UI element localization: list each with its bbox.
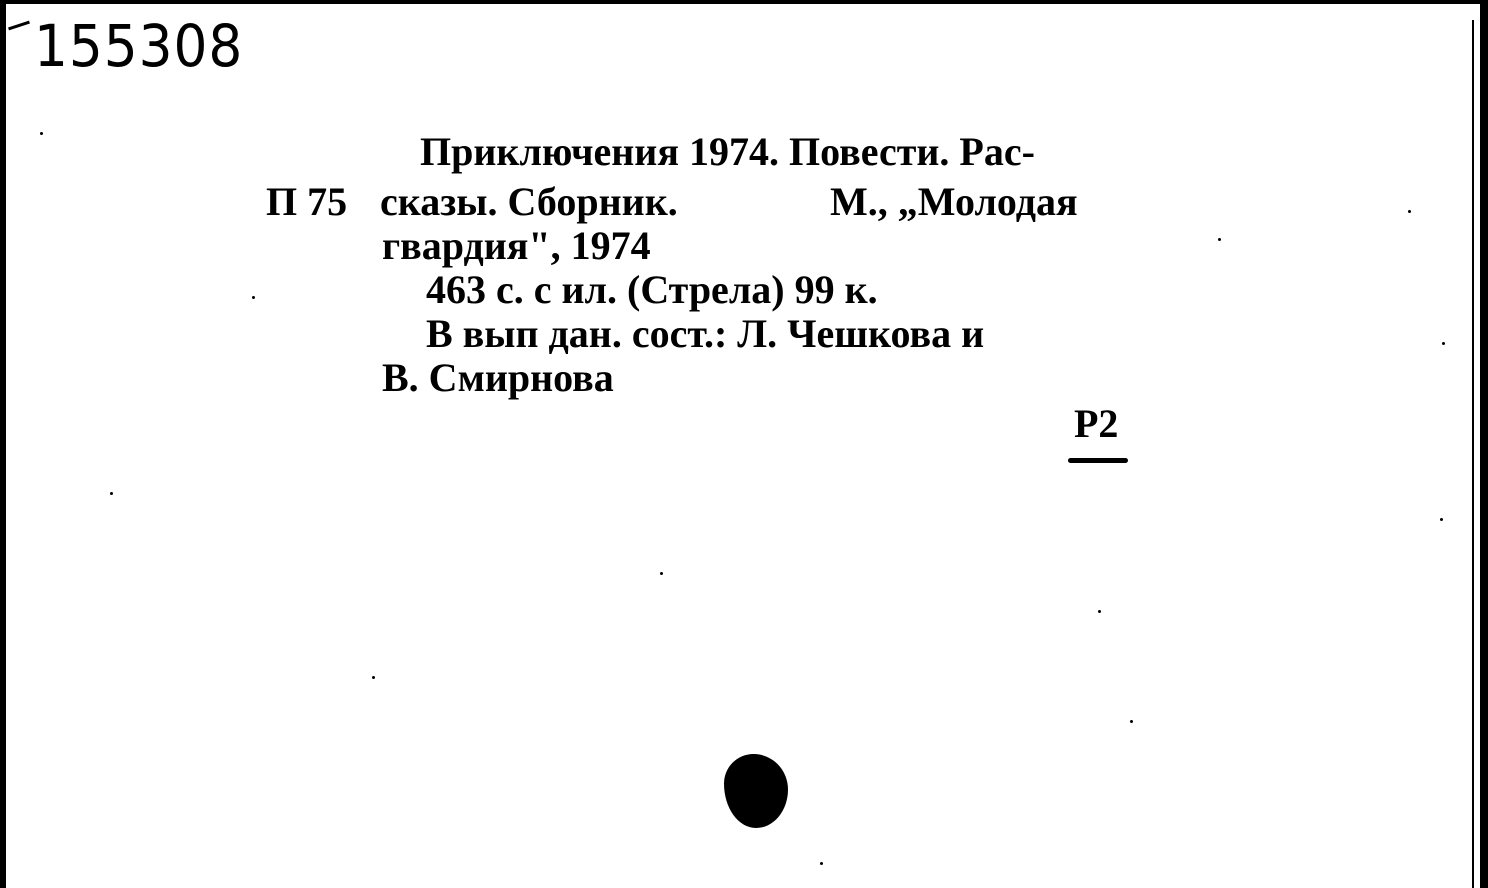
speck (1442, 342, 1445, 345)
handwritten-tick-mark (8, 21, 30, 31)
speck (372, 676, 375, 679)
card-left-edge (0, 0, 6, 888)
card-right-inner-edge (1472, 20, 1474, 888)
entry-line-3: гвардия", 1974 (382, 223, 651, 268)
speck (1440, 518, 1443, 521)
speck (252, 296, 255, 299)
speck (1218, 238, 1221, 241)
speck (1408, 210, 1411, 213)
card-top-edge (0, 0, 1488, 4)
speck (1130, 720, 1133, 723)
card-right-edge (1480, 0, 1488, 888)
entry-line-2-left: сказы. Сборник. (380, 179, 678, 224)
speck (110, 492, 113, 495)
entry-line-2-right: М., „Молодая (830, 179, 1078, 224)
entry-line-4: 463 с. с ил. (Стрела) 99 к. (426, 267, 878, 312)
speck (660, 572, 663, 575)
punch-hole (724, 754, 788, 828)
speck (1098, 610, 1101, 613)
accession-number: 155308 (34, 12, 244, 80)
shelf-code-underline (1068, 458, 1128, 463)
entry-line-1: Приключения 1974. Повести. Рас- (420, 129, 1035, 174)
call-number: П 75 (266, 179, 348, 224)
speck (820, 862, 823, 865)
speck (40, 132, 43, 135)
shelf-code: Р2 (1074, 401, 1119, 446)
entry-line-5: В вып дан. сост.: Л. Чешкова и (426, 311, 985, 356)
entry-line-6: В. Смирнова (382, 355, 614, 400)
